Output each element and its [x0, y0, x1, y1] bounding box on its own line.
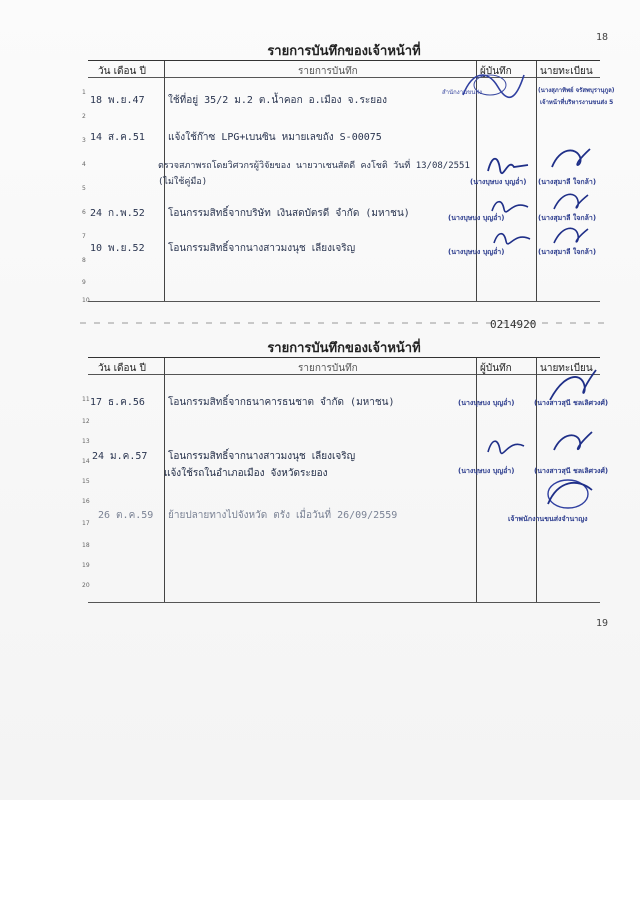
header-recorder: ผู้บันทึก	[480, 66, 512, 77]
row-number: 1	[82, 89, 86, 96]
entry-text: แจ้งใช้รถในอำเภอเมือง จังหวัดระยอง	[164, 468, 328, 479]
entry-text: ย้ายปลายทางไปจังหวัด ตรัง เมื่อวันที่ 26/09/2559	[168, 510, 398, 521]
recorder-name: (นางบุษบง บุญอ่ำ)	[470, 178, 527, 186]
recorder-name: (นางบุษบง บุญอ่ำ)	[458, 467, 515, 475]
entry-date: 17 ธ.ค.56	[90, 397, 145, 408]
officer-record-sheet-2	[82, 335, 609, 603]
entry-text: โอนกรรมสิทธิ์จากนางสาวมงนุช เลียงเจริญ	[168, 243, 356, 254]
entry-text: โอนกรรมสิทธิ์จากนางสาวมงนุช เลียงเจริญ	[168, 451, 356, 462]
registrar-name: (นางสุมาลี ใจกล้า)	[538, 214, 597, 222]
row-number: 7	[82, 233, 86, 240]
header-entry: รายการบันทึก	[298, 66, 358, 77]
row-number: 6	[82, 209, 86, 216]
row-number: 3	[82, 137, 86, 144]
record-table	[82, 60, 615, 304]
header-date: วัน เดือน ปี	[98, 66, 146, 77]
officer-record-sheet-1	[82, 38, 615, 304]
row-number: 9	[82, 279, 86, 286]
page-number-bottom: 19	[596, 618, 609, 629]
serial-number: 0214920	[490, 318, 537, 331]
row-number: 20	[82, 582, 90, 589]
entry-text: โอนกรรมสิทธิ์จากธนาคารธนชาต จำกัด (มหาชน)	[168, 397, 395, 408]
entry-date: 24 ม.ค.57	[92, 451, 148, 462]
row-number: 13	[82, 438, 90, 445]
entry-date: 26 ต.ค.59	[98, 510, 154, 521]
signature-mark	[546, 143, 594, 173]
signature-mark	[544, 366, 600, 406]
registrar-title: เจ้าหน้าที่บริหารงานขนส่ง 5	[540, 99, 614, 106]
recorder-name: (นางบุษบง บุญอ่ำ)	[448, 248, 505, 256]
entry-date: 18 พ.ย.47	[90, 95, 145, 106]
header-date: วัน เดือน ปี	[98, 363, 146, 374]
sheet-title: รายการบันทึกของเจ้าหน้าที่	[267, 341, 421, 356]
signature-mark	[548, 189, 592, 213]
row-number: 15	[82, 478, 90, 485]
signature-mark	[548, 428, 596, 456]
row-number: 2	[82, 113, 86, 120]
row-number: 5	[82, 185, 86, 192]
entry-text: โอนกรรมสิทธิ์จากบริษัท เงินสดบัตรดี จำกัด (มหาชน)	[168, 208, 410, 219]
row-number: 4	[82, 161, 86, 168]
signature-mark	[490, 229, 534, 247]
row-number: 8	[82, 257, 86, 264]
blank-area	[0, 800, 640, 905]
header-entry: รายการบันทึก	[298, 363, 358, 374]
entry-date: 14 ส.ค.51	[90, 132, 145, 143]
entry-text: (ไม่ใช้คู่มือ)	[158, 177, 208, 187]
registrar-title: เจ้าพนักงานขนส่งจำนาญง	[508, 515, 588, 523]
signature-mark	[458, 65, 528, 105]
recorder-name: (นางบุษบง บุญอ่ำ)	[458, 399, 515, 407]
registrar-name: (นางสุภาทิพย์ จรัสพบุรานุกูล)	[538, 87, 615, 94]
row-number: 18	[82, 542, 90, 549]
signature-mark	[484, 153, 532, 177]
header-registrar: นายทะเบียน	[540, 66, 593, 77]
registrar-name: (นางสาวสุนี ชลเลิศวงศ์)	[534, 467, 609, 475]
registrar-name: (นางสุมาลี ใจกล้า)	[538, 248, 597, 256]
header-recorder: ผู้บันทึก	[480, 363, 512, 374]
entry-text: ใช้ที่อยู่ 35/2 ม.2 ต.น้ำคอก อ.เมือง จ.ระยอง	[168, 95, 387, 106]
registrar-name: (นางสุมาลี ใจกล้า)	[538, 178, 597, 186]
row-number: 11	[82, 396, 90, 403]
entry-text: แจ้งใช้ก๊าซ LPG+เบนซิน หมายเลขถัง S-00075	[168, 132, 382, 143]
registrar-name: (นางสาวสุนี ชลเลิศวงศ์)	[534, 399, 609, 407]
signature-mark	[484, 436, 528, 456]
row-number: 14	[82, 458, 90, 465]
header-registrar: นายทะเบียน	[540, 363, 593, 374]
row-number: 12	[82, 418, 90, 425]
signature-mark	[548, 223, 592, 247]
office-stamp: สำนักงานขนส่ง	[442, 89, 482, 96]
sheet-title: รายการบันทึกของเจ้าหน้าที่	[267, 44, 421, 59]
entry-text: ตรวจสภาพรถโดยวิศวกรผู้วิจัยของ นายวาเชนสัตดี คงโชติ วันที่ 13/08/2551	[158, 161, 470, 171]
record-table	[82, 357, 609, 602]
row-number: 10	[82, 297, 90, 304]
row-number: 17	[82, 520, 90, 527]
entry-date: 24 ก.พ.52	[90, 208, 145, 219]
row-number: 19	[82, 562, 90, 569]
entry-date: 10 พ.ย.52	[90, 243, 145, 254]
recorder-name: (นางบุษบง บุญอ่ำ)	[448, 214, 505, 222]
row-number: 16	[82, 498, 90, 505]
signature-mark	[540, 470, 600, 514]
page-number-top: 18	[596, 32, 609, 43]
